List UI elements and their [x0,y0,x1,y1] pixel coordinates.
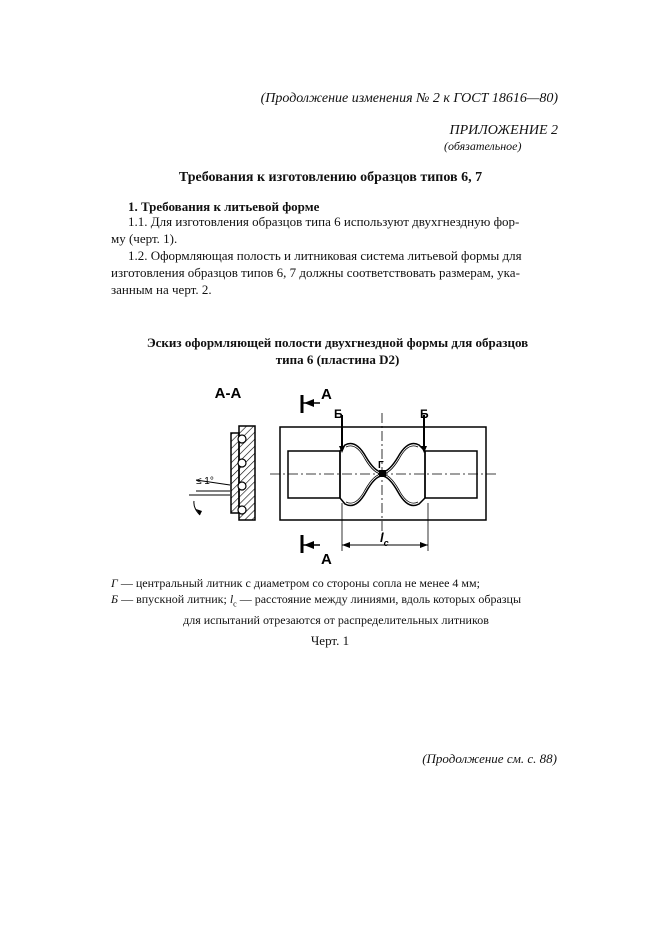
legend-text-g: — центральный литник с диаметром со стороны сопла не менее 4 мм; [117,576,480,590]
arrow-label-bottom: А [321,551,332,568]
appendix-status: (обязательное) [444,139,522,153]
gate-label-right: Б [420,407,429,421]
legend-line-1 [111,575,561,591]
section-marker-bottom [302,535,332,568]
section-label: А-А [214,385,242,402]
plan-view [270,413,496,535]
figure-number: Черт. 1 [310,633,350,648]
legend-text-l: — расстояние между линиями, вдоль которых образцы [236,592,522,606]
figure-caption [100,334,575,368]
legend-symbol-l: l [229,592,234,606]
mold-cavity-drawing [170,375,510,575]
legend-line-2 [111,591,561,612]
figure-caption-line-2: типа 6 (пластина D2) [275,352,400,367]
dimension-lc [342,503,428,551]
center-label: Г [378,460,384,471]
legend-symbol-b: Б [111,592,119,606]
gate-marker-left [334,407,345,453]
figure-caption-line-1: Эскиз оформляющей полости двухгнездной формы для образцов [146,335,529,350]
gate-label-left: Б [334,407,343,421]
legend-text-b: — впускной литник; [118,592,230,606]
continuation-note-bottom: (Продолжение см. с. 88) [422,751,557,766]
gate-marker-right [420,407,429,453]
continuation-note-top: (Продолжение изменения № 2 к ГОСТ 18616—80) [260,91,558,106]
paragraph-1-2-line-1: 1.2. Оформляющая полость и литниковая система литьевой формы для [128,248,522,263]
section-marker-top [302,386,332,413]
page-title: Требования к изготовлению образцов типов 6, 7 [178,170,483,185]
paragraph-1-1-line-1: 1.1. Для изготовления образцов типа 6 используют двухгнездную фор- [128,214,520,229]
paragraph-1-2-line-3: занным на черт. 2. [111,282,212,297]
legend-line-3: для испытаний отрезаются от распределительных литников [183,613,489,628]
section-view [189,426,255,520]
dimension-letter: l [380,530,384,545]
section-heading: 1. Требования к литьевой форме [128,199,320,214]
figure-legend [111,575,561,628]
paragraph-1-2-line-2: изготовления образцов типов 6, 7 должны соответствовать размерам, ука- [111,265,520,280]
paragraph-1-1-line-2: му (черт. 1). [111,231,178,246]
legend-symbol-g: Г [111,576,118,590]
center-sprue [379,470,386,477]
dimension-subscript: c [383,538,389,548]
arrow-label-top: А [321,386,332,403]
legend-symbol-l-sub: c [233,599,237,609]
appendix-title: ПРИЛОЖЕНИЕ 2 [449,123,558,138]
angle-label: ≤ 1° [196,476,214,487]
